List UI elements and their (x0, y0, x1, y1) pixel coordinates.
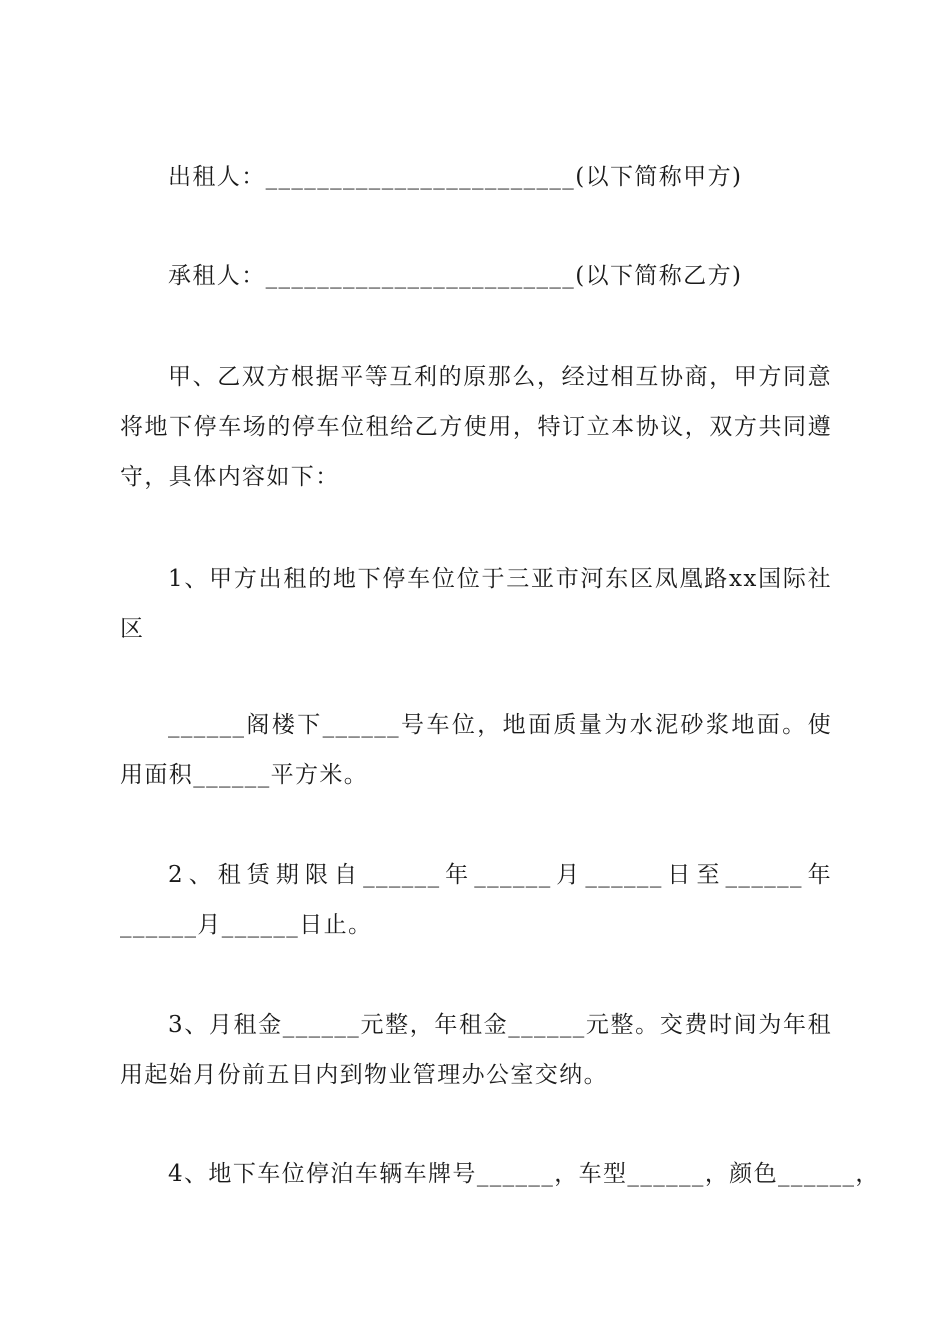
clause-2-term: 2、租赁期限自______年______月______日至______年______月______日止。 (120, 862, 832, 938)
clause-3-rent: 3、月租金______元整，年租金______元整。交费时间为年租用起始月份前五日内到物业管理办公室交纳。 (120, 1012, 832, 1088)
clause-1-location: 1、甲方出租的地下停车位位于三亚市河东区凤凰路xx国际社区 (120, 566, 832, 642)
clause-4-vehicle: 4、地下车位停泊车辆车牌号______，车型______，颜色______， (168, 1161, 880, 1187)
clause-1-detail: ______阁楼下______号车位，地面质量为水泥砂浆地面。使用面积______平方米。 (120, 712, 832, 788)
intro-paragraph: 甲、乙双方根据平等互利的原那么，经过相互协商，甲方同意将地下停车场的停车位租给乙方使用，特订立本协议，双方共同遵守，具体内容如下： (120, 364, 832, 490)
lessee-line: 承租人：________________________(以下简称乙方) (168, 263, 743, 289)
lessor-line: 出租人：________________________(以下简称甲方) (168, 164, 743, 190)
